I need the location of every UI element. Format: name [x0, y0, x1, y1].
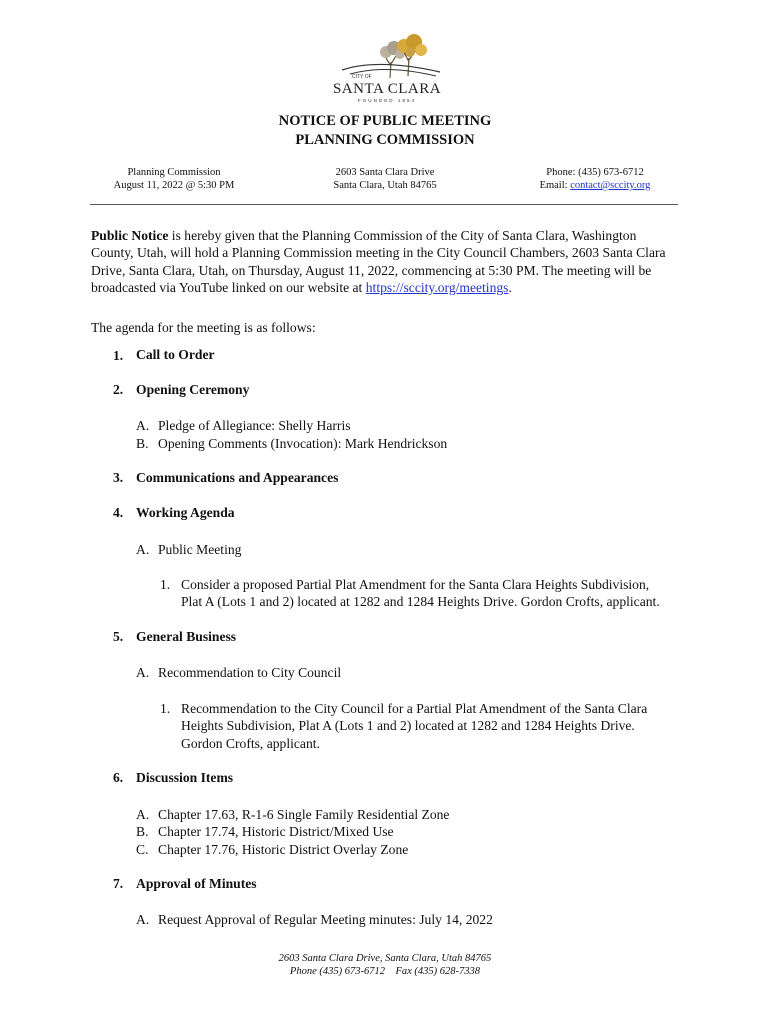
- list-item: Recommendation to the City Council for a Partial Plat Amendment of the Santa Clara Heights Subdivision, Plat A (Lots 1 and 2) located at 1282 and 1284 Heights Drive. Gordon Crofts, applicant.: [181, 701, 648, 751]
- section-number: 1.: [113, 348, 124, 363]
- notice-text: is hereby given that the Planning Commission of the City of Santa Clara, Washington County, Utah, will hold a Planning Commission meeting in the City Council Chambers, 2603 Santa Clara Drive, Santa Clara, Utah, on Thursday, August 11, 2022, commencing at 5:30 PM. The meeting will be broadcasted via YouTube linked on our website at: [91, 228, 666, 296]
- page-footer: [0, 952, 770, 978]
- list-marker: A.: [136, 807, 150, 822]
- footer-address: 2603 Santa Clara Drive, Santa Clara, Utah 84765: [278, 953, 492, 964]
- email-line: [520, 179, 670, 192]
- section-number: 6.: [113, 770, 124, 785]
- tree-icon: [380, 34, 427, 78]
- email-link[interactable]: contact@sccity.org: [570, 180, 651, 191]
- list-marker: A.: [136, 418, 150, 433]
- meeting-info: [100, 166, 248, 192]
- title-line-2: PLANNING COMMISSION: [295, 132, 475, 148]
- footer-phone-fax: Phone (435) 673-6712 Fax (435) 628-7338: [289, 966, 481, 977]
- section-number: 3.: [113, 470, 124, 485]
- list-marker: 1.: [160, 577, 171, 592]
- list-marker: 1.: [160, 701, 171, 716]
- section-title-working-agenda: Working Agenda: [136, 505, 235, 520]
- meetings-link[interactable]: https://sccity.org/meetings: [365, 280, 509, 296]
- list-marker: A.: [136, 542, 150, 557]
- list-item: Request Approval of Regular Meeting minutes: July 14, 2022: [158, 912, 493, 927]
- address-line-1: 2603 Santa Clara Drive: [335, 167, 435, 178]
- list-item: Pledge of Allegiance: Shelly Harris: [158, 418, 351, 433]
- public-notice-paragraph: [91, 227, 681, 297]
- section-title-opening-ceremony: Opening Ceremony: [136, 382, 250, 397]
- address-line-2: Santa Clara, Utah 84765: [333, 180, 437, 191]
- section-title-call-to-order: Call to Order: [136, 347, 215, 362]
- agenda-intro: The agenda for the meeting is as follows:: [91, 320, 316, 335]
- logo-name: SANTA CLARA: [332, 81, 442, 97]
- list-item: Chapter 17.63, R-1-6 Single Family Residential Zone: [158, 807, 450, 822]
- notice-lead: Public Notice: [91, 228, 169, 243]
- list-marker: A.: [136, 912, 150, 927]
- section-number: 4.: [113, 505, 124, 520]
- list-marker: C.: [136, 842, 149, 857]
- list-marker: B.: [136, 436, 149, 451]
- meeting-address: [310, 166, 460, 192]
- contact-info: [520, 166, 670, 192]
- page-title: [0, 112, 770, 150]
- list-item: Chapter 17.74, Historic District/Mixed Use: [158, 824, 394, 839]
- meeting-body: Planning Commission: [127, 167, 221, 178]
- notice-end: .: [508, 280, 512, 296]
- title-line-1: NOTICE OF PUBLIC MEETING: [278, 113, 492, 129]
- logo-sub-text: FOUNDED 1854: [357, 98, 417, 103]
- list-item: Public Meeting: [158, 542, 242, 557]
- section-title-discussion-items: Discussion Items: [136, 770, 234, 785]
- section-number: 2.: [113, 382, 124, 397]
- list-item: Opening Comments (Invocation): Mark Hendrickson: [158, 436, 448, 451]
- list-item: Recommendation to City Council: [158, 665, 342, 680]
- section-title-communications: Communications and Appearances: [136, 470, 339, 485]
- phone-text: Phone: (435) 673-6712: [546, 167, 644, 178]
- list-item: Consider a proposed Partial Plat Amendment for the Santa Clara Heights Subdivision, Plat A (Lots 1 and 2) located at 1282 and 1284 Heights Drive. Gordon Crofts, applicant.: [181, 577, 660, 610]
- email-label: Email:: [539, 180, 571, 191]
- list-marker: A.: [136, 665, 150, 680]
- section-title-general-business: General Business: [136, 629, 237, 644]
- header-divider: [90, 204, 678, 205]
- agenda-section-1: [113, 347, 123, 364]
- section-number: 7.: [113, 876, 124, 891]
- meeting-datetime: August 11, 2022 @ 5:30 PM: [113, 180, 235, 191]
- section-title-approval-of-minutes: Approval of Minutes: [136, 876, 257, 891]
- section-number: 5.: [113, 629, 124, 644]
- santa-clara-logo: [328, 32, 446, 106]
- list-item: Chapter 17.76, Historic District Overlay Zone: [158, 842, 409, 857]
- list-marker: B.: [136, 824, 149, 839]
- logo-top-text: CITY OF: [352, 74, 372, 80]
